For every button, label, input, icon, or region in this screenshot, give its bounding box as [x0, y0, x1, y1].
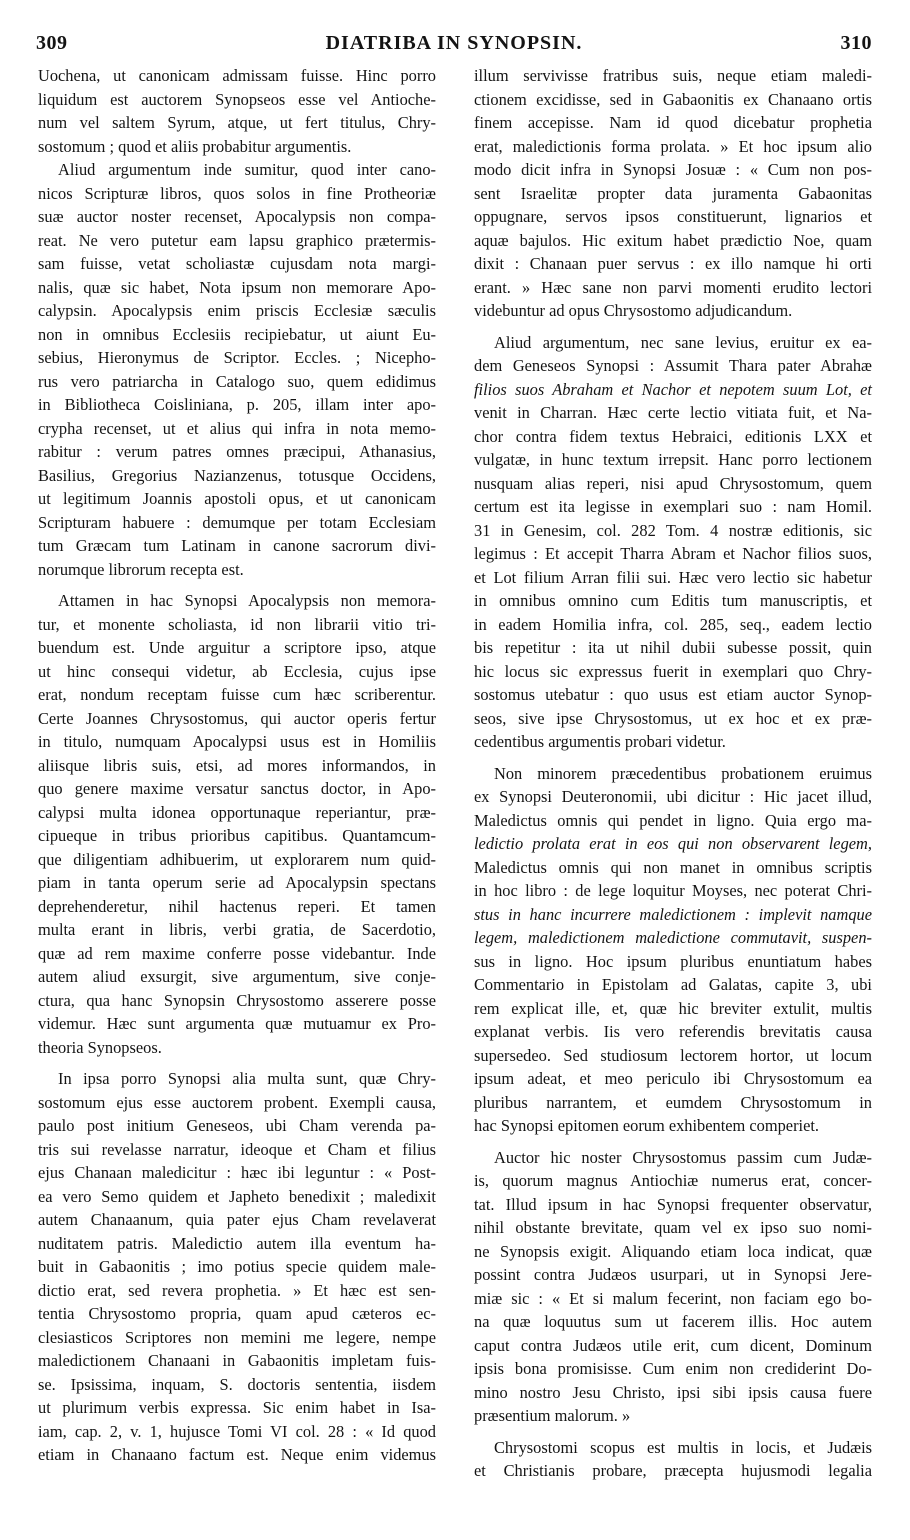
- text-line: erat, maledictionis forma prolata. » Et hoc ipsum alio: [474, 136, 872, 156]
- text-line: miæ sic : « Et si malum fecerint, non faciam ego bo-: [474, 1288, 872, 1308]
- text-line: explanat verbis. Iis vero referendis brevitatis causa: [474, 1022, 872, 1041]
- text-line: Commentario in Epistolam ad Galatas, capite 3, ubi: [474, 975, 872, 994]
- text-line: vulgatæ, in hunc textum irrepsit. Hanc porro lectionem: [474, 450, 872, 469]
- text-line: Certe Joannes Chrysostomus, qui auctor operis fertur: [38, 708, 436, 728]
- text-line: nihil obstante brevitate, quam vel ex ipso suo nomi-: [474, 1218, 872, 1237]
- text-line: rabitur : verum patres omnes præcipui, Athanasius,: [38, 442, 436, 461]
- text-line: buit in Gabaonitis ; imo potius specie quidem male-: [38, 1257, 436, 1276]
- text-line: ut hinc consequi videtur, ab Ecclesia, cujus ipse: [38, 661, 436, 681]
- left-column: [38, 64, 436, 1467]
- text-line: dixit : Chanaan puer servus : ex illo namque hi orti: [474, 254, 872, 273]
- text-line: aquæ bajulos. Hic exitum habet prædictio Noe, quam: [474, 230, 872, 250]
- text-line: Auctor hic noster Chrysostomus passim cum Judæ-: [494, 1147, 872, 1167]
- text-line: in titulo, numquam Apocalypsi usus est in Homiliis: [38, 732, 436, 751]
- text-line: is, quorum magnus Antiochiæ numerus erat, concer-: [474, 1171, 872, 1190]
- text-line: tris sui revelasse narratur, ideoque et Cham et filius: [38, 1139, 436, 1159]
- text-line: iam, cap. 2, v. 1, hujusce Tomi VI col. 28 : « Id quod: [38, 1421, 436, 1441]
- text-line: præsentium malorum. »: [474, 1406, 631, 1425]
- text-line: nicos Scripturæ libros, quos solos in fine Protheoriæ: [38, 183, 436, 203]
- text-line: filios suos Abraham et Nachor et nepotem suum Lot, et: [474, 379, 872, 399]
- text-line: buendum est. Unde arguitur a scriptore ipso, atque: [38, 638, 436, 657]
- text-line: sebius, Hieronymus de Scriptor. Eccles. ; Nicepho-: [38, 348, 436, 367]
- text-line: autem aliud exsurgit, sive argumentum, sive conje-: [38, 967, 436, 986]
- text-line: legimus : Et accepit Tharra Abram et Nachor filios suos,: [474, 544, 872, 563]
- text-line: sam fuisse, vetat scholiastæ cujusdam nota margi-: [38, 254, 436, 273]
- text-line: stus in hanc incurrere maledictionem : implevit namque: [474, 904, 872, 924]
- text-line: na quæ loquutus sum ut facerem illis. Hoc autem: [474, 1312, 872, 1331]
- text-line: deprehenderetur, nihil hactenus reperi. Et tamen: [38, 896, 436, 916]
- text-line: nuditatem patris. Maledictio autem illa eventum ha-: [38, 1233, 436, 1253]
- page-number-left: 309: [36, 32, 68, 54]
- text-line: caput contra Judæos utile erit, cum dicent, Dominum: [474, 1335, 872, 1355]
- text-line: dictio erat, sed revera prophetia. » Et hæc est sen-: [38, 1280, 436, 1300]
- text-line: calypsin. Apocalypsis enim priscis Ecclesiæ sæculis: [38, 301, 436, 320]
- text-line: piam in tanta operum serie ad Apocalypsin spectans: [38, 873, 436, 892]
- text-line: sus in ligno. Hoc ipsum pluribus enuntiatum habes: [474, 951, 872, 971]
- text-line: videbuntur ad opus Chrysostomo adjudicandum.: [474, 301, 793, 320]
- text-line: aliisque libris suis, etsi, ad mores informandos, in: [38, 755, 436, 775]
- text-line: suæ auctor noster recenset, Apocalypsis non compa-: [38, 207, 436, 226]
- text-line: seos, sive ipse Chrysostomus, ut ex hoc et ex præ-: [474, 708, 872, 728]
- text-line: se. Ipsissima, inquam, S. doctoris sententia, iisdem: [38, 1374, 436, 1394]
- text-line: hac Synopsi epitomen eorum exhibentem comperiet.: [474, 1116, 820, 1135]
- text-line: ut legitimum Joannis apostoli opus, et ut canonicam: [38, 489, 436, 508]
- text-line: reat. Ne vero putetur eam lapsu graphico prætermis-: [38, 230, 436, 250]
- text-line: videmur. Hæc sunt argumenta quæ mutuamur ex Pro-: [38, 1014, 436, 1033]
- text-line: liquidum est auctorem Synopseos esse vel Antioche-: [38, 89, 436, 109]
- text-line: ejus Chanaan maledicitur : hæc ibi leguntur : « Post-: [38, 1163, 436, 1182]
- text-line: que diligentiam adhibuerim, ut explorarem num quid-: [38, 849, 436, 869]
- text-line: nalis, quæ sic habet, Nota ipsum non memorare Apo-: [38, 277, 436, 297]
- text-line: maledictionem Chanaani in Gabaonitis impletam fuis-: [38, 1351, 436, 1370]
- text-line: Aliud argumentum inde sumitur, quod inter cano-: [58, 160, 436, 179]
- text-line: Aliud argumentum, nec sane levius, eruitur ex ea-: [494, 332, 872, 352]
- text-line: et Lot filium Arran filii sui. Hæc vero lectio sic habetur: [474, 567, 872, 587]
- text-line: Attamen in hac Synopsi Apocalypsis non memora-: [58, 591, 436, 610]
- text-line: supersedeo. Sed studiosum lectorem hortor, ut locum: [474, 1045, 872, 1065]
- text-line: num vel saltem Syrum, atque, ut fert titulus, Chry-: [38, 113, 436, 132]
- text-line: erant. » Hæc sane non parvi momenti erudito lectori: [474, 277, 872, 297]
- text-line: pluribus narrantem, et eumdem Chrysostomum in: [474, 1092, 872, 1112]
- text-line: tur, et monente scholiasta, id non librarii vitio tri-: [38, 614, 436, 634]
- text-line: crypha recenset, ut et alius qui infra in nota memo-: [38, 418, 436, 438]
- text-line: oppugnare, servos ipsos constituerunt, lignarios et: [474, 207, 872, 226]
- text-line: et Christianis probare, præcepta hujusmodi legalia: [474, 1461, 872, 1480]
- text-line: ctura, qua hanc Synopsin Chrysostomo asserere posse: [38, 990, 436, 1010]
- text-line: rem explicat ille, et, quæ hic breviter extulit, multis: [474, 998, 872, 1018]
- text-line: ne Synopsis exigit. Aliquando etiam loca indicat, quæ: [474, 1241, 872, 1261]
- text-line: Chrysostomi scopus est multis in locis, et Judæis: [494, 1437, 872, 1457]
- text-line: rus vero patriarcha in Catalogo suo, quem edidimus: [38, 371, 436, 391]
- text-line: clesiasticos Scriptores non memini me legere, nempe: [38, 1327, 436, 1347]
- text-line: bis repetitur : ita ut nihil dubii subesse possit, quin: [474, 638, 872, 657]
- text-line: illum servivisse fratribus suis, neque etiam maledi-: [474, 66, 872, 85]
- text-line: sent Israelitæ propter data juramenta Gabaonitas: [474, 183, 872, 203]
- text-line: ea vero Semo quidem et Japheto benedixit ; maledixit: [38, 1186, 436, 1206]
- text-line: hic locus sic expressus fuerit in exemplari quo Chry-: [474, 661, 872, 681]
- text-line: calypsi multa idonea opportunaque reperiantur, præ-: [38, 802, 436, 822]
- text-line: multa erant in libris, verbi gratia, de Sacerdotio,: [38, 920, 436, 939]
- text-line: nusquam alias reperi, nisi apud Chrysostomum, quem: [474, 473, 872, 493]
- text-line: in eadem Homilia infra, col. 285, seq., eadem lectio: [474, 614, 872, 634]
- text-line: erat, nondum receptam fuisse cum hæc scriberentur.: [38, 685, 436, 704]
- text-line: autem Chanaanum, quia pater ejus Cham revelaverat: [38, 1210, 436, 1229]
- text-line: certum est ita legisse in exemplari suo : nam Homil.: [474, 497, 872, 516]
- text-line: ledictio prolata erat in eos qui non observarent legem,: [474, 834, 872, 853]
- text-line: etiam in Chanaano factum est. Neque enim videmus: [38, 1445, 436, 1464]
- text-line: norumque librorum recepta est.: [38, 559, 244, 579]
- text-line: legem, maledictionem maledictione commutavit, suspen-: [474, 928, 872, 947]
- text-line: in omnibus omnino cum Editis tum manuscriptis, et: [474, 591, 872, 610]
- text-line: venit in Charran. Hæc certe lectio vitiata fuit, et Na-: [474, 403, 872, 422]
- text-line: sostomum ejus esse auctorem probent. Exempli causa,: [38, 1092, 436, 1112]
- text-line: Maledictus omnis qui pendet in ligno. Quia ergo ma-: [474, 810, 872, 830]
- text-line: Scripturam habuere : demumque per totam Ecclesiam: [38, 512, 436, 532]
- text-line: chor contra fidem textus Hebraici, editionis LXX et: [474, 426, 872, 446]
- text-line: sostomus utebatur : quo usus est etiam auctor Synop-: [474, 685, 872, 704]
- text-line: mino nostro Jesu Christo, ipsi sibi ipsis causa fuere: [474, 1382, 872, 1402]
- running-title: DIATRIBA IN SYNOPSIN.: [325, 32, 583, 54]
- text-line: sostomum ; quod et aliis probabitur argumentis.: [38, 136, 352, 156]
- text-line: dem Geneseos Synopsi : Assumit Thara pater Abrahæ: [474, 356, 872, 375]
- text-line: tentia Chrysostomo propria, quam apud cæteros ec-: [38, 1304, 436, 1323]
- text-line: modo dicit infra in Synopsi Josuæ : « Cum non pos-: [474, 160, 872, 179]
- page-number-right: 310: [840, 32, 872, 54]
- text-line: ut plurimum verbis expressa. Sic enim habet in Isa-: [38, 1398, 436, 1417]
- right-column: [474, 64, 872, 1483]
- text-line: Maledictus omnis qui non manet in omnibus scriptis: [474, 857, 872, 877]
- text-line: quo genere maxime versatur sanctus doctor, in Apo-: [38, 779, 436, 798]
- text-line: 31 in Genesim, col. 282 Tom. 4 nostræ editionis, sic: [474, 520, 872, 540]
- text-line: possint contra Judæos usurpari, ut in Synopsi Jere-: [474, 1265, 872, 1284]
- text-line: Non minorem præcedentibus probationem eruimus: [494, 763, 872, 783]
- text-line: non in omnibus Ecclesiis recipiebatur, ut aiunt Eu-: [38, 324, 436, 344]
- text-line: tat. Illud ipsum in hac Synopsi frequenter observatur,: [474, 1194, 872, 1214]
- text-line: in Bibliotheca Coisliniana, p. 205, illam inter apo-: [38, 395, 436, 414]
- text-line: ctionem excidisse, sed in Gabaonitis ex Chanaano ortis: [474, 89, 872, 109]
- text-line: cedentibus argumentis probari videtur.: [474, 732, 726, 751]
- text-line: Basilius, Gregorius Nazianzenus, totusque Occidens,: [38, 465, 436, 485]
- text-line: In ipsa porro Synopsi alia multa sunt, quæ Chry-: [58, 1069, 436, 1088]
- text-line: finem accepisse. Nam id quod dicebatur prophetia: [474, 113, 872, 132]
- text-line: tum Græcam tum Latinam in canone sacrorum divi-: [38, 536, 436, 555]
- text-line: ipsis bona promisisse. Cum enim non crediderint Do-: [474, 1359, 872, 1378]
- text-line: quæ ad rem maxime conferre posse videbantur. Inde: [38, 943, 436, 963]
- page-header: [36, 32, 872, 60]
- text-line: paulo post initium Geneseos, ubi Cham verenda pa-: [38, 1116, 436, 1135]
- text-line: Uochena, ut canonicam admissam fuisse. Hinc porro: [38, 66, 436, 85]
- text-line: cipueque in tribus prioribus capitibus. Quantamcum-: [38, 826, 436, 845]
- text-line: in hoc libro : de lege loquitur Moyses, nec poterat Chri-: [474, 881, 872, 900]
- text-line: theoria Synopseos.: [38, 1037, 162, 1057]
- text-line: ex Synopsi Deuteronomii, ubi dicitur : Hic jacet illud,: [474, 787, 872, 806]
- text-line: ipsum adeat, et meo periculo ibi Chrysostomum ea: [474, 1069, 872, 1088]
